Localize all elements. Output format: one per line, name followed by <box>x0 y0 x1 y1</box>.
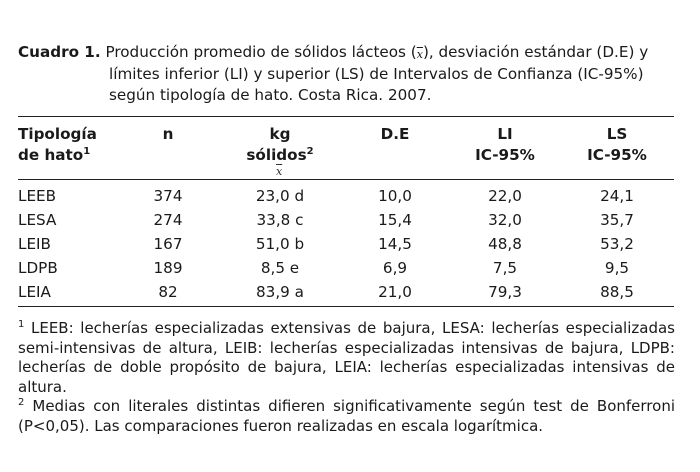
caption-line-2: límites inferior (LI) y superior (LS) de Intervalos de Confianza (IC-95%) <box>109 65 644 83</box>
footnote-2-marker: 2 <box>18 397 25 409</box>
header-ls <box>576 124 658 166</box>
cell-ls: 88,5 <box>600 283 634 301</box>
header-kg-line1: kg <box>269 125 291 143</box>
cell-de: 10,0 <box>378 187 412 205</box>
cell-n: 189 <box>153 259 183 277</box>
cell-li: 79,3 <box>488 283 522 301</box>
cell-de: 6,9 <box>382 259 408 277</box>
cell-kg: 23,0 d <box>255 187 305 205</box>
table-caption <box>18 42 686 106</box>
cell-n: 274 <box>153 211 183 229</box>
caption-text-1a: Producción promedio de sólidos lácteos ( <box>100 43 417 61</box>
header-kg-text: sólidos <box>246 146 307 164</box>
header-tipologia-line1: Tipología <box>18 125 97 143</box>
cell-kg: 83,9 a <box>256 283 304 301</box>
cell-de: 14,5 <box>378 235 412 253</box>
cell-n: 374 <box>153 187 183 205</box>
caption-line-3: según tipología de hato. Costa Rica. 2007. <box>109 86 432 104</box>
xbar-symbol: $\overline{x}$ <box>416 48 423 61</box>
cell-de: 15,4 <box>378 211 412 229</box>
footnote-1-marker: 1 <box>18 319 25 330</box>
header-kg-line2 <box>226 145 334 166</box>
footnote-2-text: Medias con literales distintas difieren significativamente según test de Bonferroni (P<0,05). Las comparaciones fueron realizadas en escala logarítmica. <box>18 397 675 435</box>
cell-de: 21,0 <box>378 283 412 301</box>
table-footnotes <box>18 319 675 437</box>
header-ls-line1: LS <box>606 125 628 143</box>
cell-li: 7,5 <box>492 259 518 277</box>
cell-kg: 33,8 c <box>256 211 304 229</box>
caption-label: Cuadro 1. <box>18 43 101 61</box>
table-header-rule <box>18 179 674 180</box>
header-de: D.E <box>380 125 410 143</box>
cell-tipologia: LESA <box>18 211 57 229</box>
cell-tipologia: LEIA <box>18 283 51 301</box>
cell-li: 48,8 <box>488 235 522 253</box>
cell-n: 82 <box>158 283 178 301</box>
header-tipologia <box>18 124 97 166</box>
footnote-1 <box>18 319 675 397</box>
footnote-1-text: LEEB: lecherías especializadas extensivas de bajura, LESA: lecherías especializadas semi-intensivas de altura, LEIB: lecherías especializadas intensivas de bajura, LDPB: lecherías de doble propósito de bajura, LEIA: lecherías especializadas intensivas de altura. <box>18 319 675 396</box>
header-tipologia-line2 <box>18 145 97 166</box>
header-kg-xbar: $\overline{x}$ <box>276 165 283 178</box>
header-li-line2: IC-95% <box>475 146 535 164</box>
cell-tipologia: LEEB <box>18 187 57 205</box>
cell-n: 167 <box>153 235 183 253</box>
cell-ls: 24,1 <box>600 187 634 205</box>
table-bottom-rule <box>18 306 674 307</box>
header-ls-line2: IC-95% <box>587 146 647 164</box>
footnote-2 <box>18 397 675 436</box>
cell-ls: 53,2 <box>600 235 634 253</box>
caption-line-1 <box>18 42 686 64</box>
cell-ls: 35,7 <box>600 211 634 229</box>
cell-kg: 51,0 b <box>255 235 305 253</box>
cell-ls: 9,5 <box>604 259 630 277</box>
caption-text-1b: ), desviación estándar (D.E) y <box>422 43 649 61</box>
footnote-ref-1: 1 <box>83 145 91 157</box>
header-li <box>465 124 545 166</box>
cell-li: 32,0 <box>488 211 522 229</box>
cell-tipologia: LDPB <box>18 259 58 277</box>
header-li-line1: LI <box>497 125 513 143</box>
cell-li: 22,0 <box>488 187 522 205</box>
header-tipologia-text: de hato <box>18 146 84 164</box>
table-top-rule <box>18 116 674 117</box>
header-n: n <box>162 125 174 143</box>
cell-tipologia: LEIB <box>18 235 51 253</box>
footnote-ref-2: 2 <box>306 145 314 157</box>
cell-kg: 8,5 e <box>260 259 300 277</box>
header-kg <box>226 124 334 166</box>
